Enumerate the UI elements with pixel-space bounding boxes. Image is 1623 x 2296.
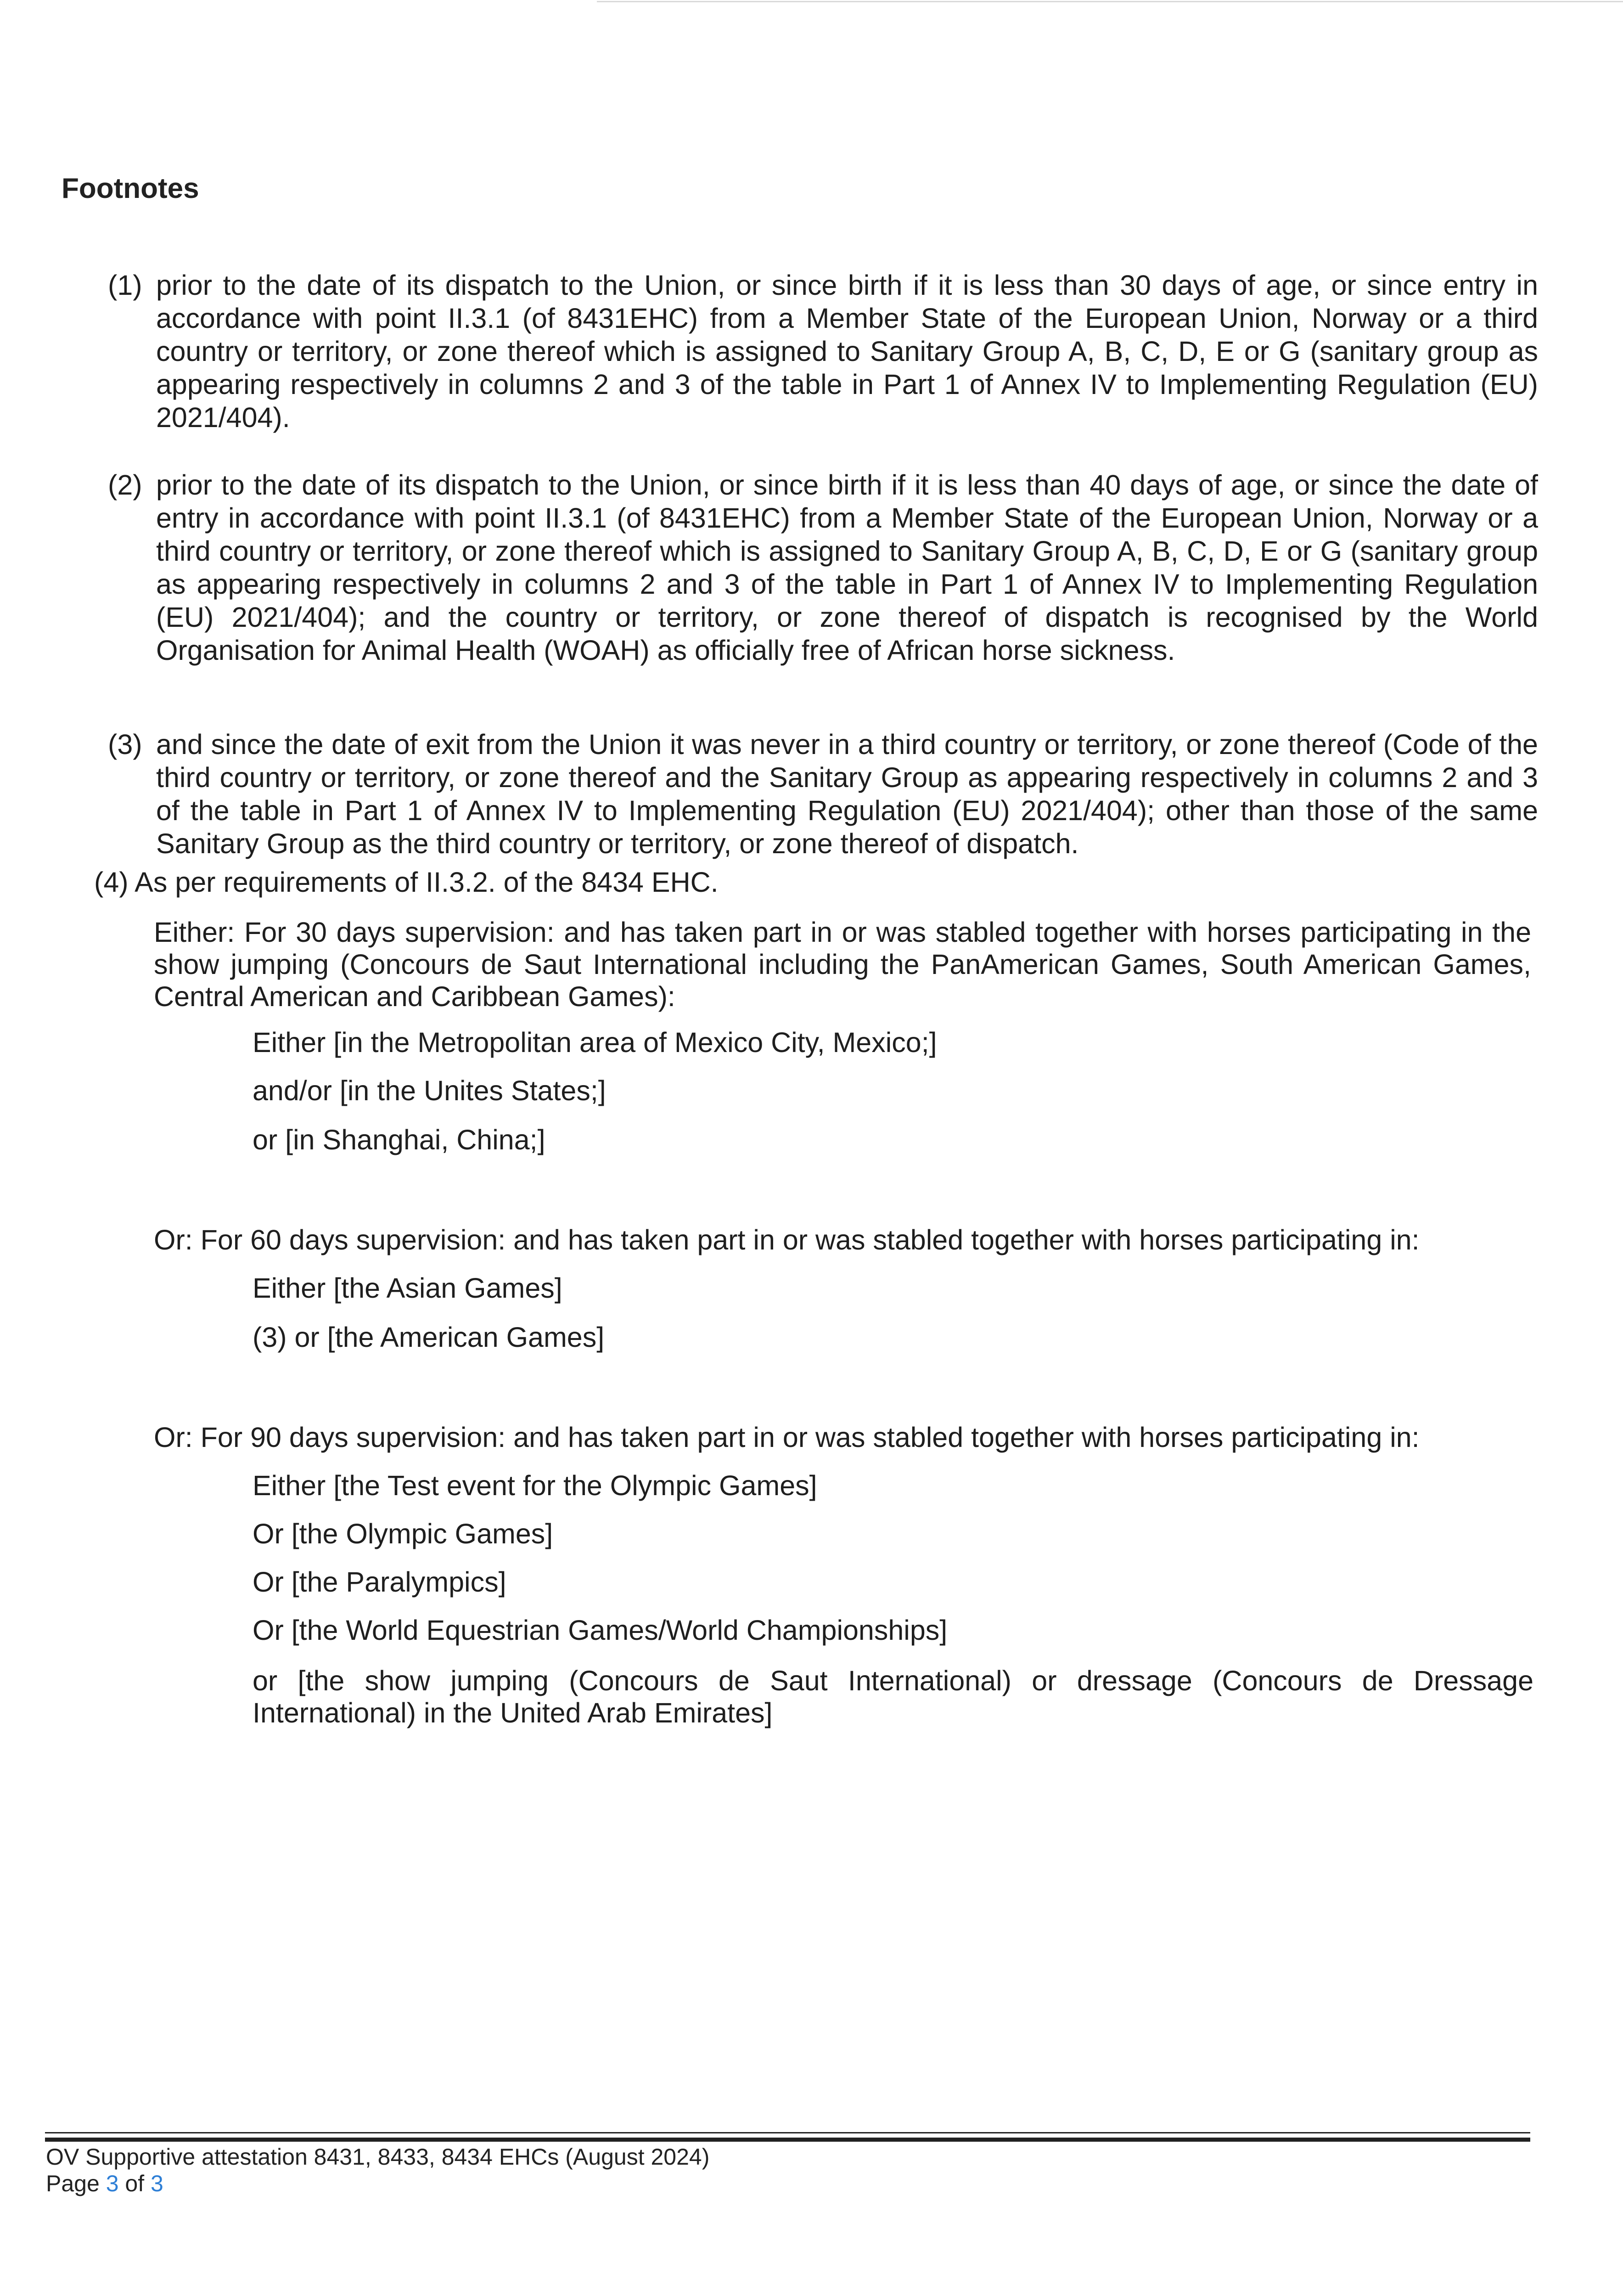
option-olympic-games: Or [the Olympic Games] xyxy=(253,1518,553,1549)
footer-rule xyxy=(45,2132,1530,2133)
supervision-60-days: Or: For 60 days supervision: and has taken part in or was stabled together with horses participating in: xyxy=(154,1224,1420,1255)
page-of: of xyxy=(125,2171,145,2196)
footnote-3 xyxy=(108,728,1538,860)
option-american-games: (3) or [the American Games] xyxy=(253,1322,605,1353)
footnote-1 xyxy=(108,269,1538,434)
supervision-30-days: Either: For 30 days supervision: and has taken part in or was stabled together with horses participating in the show jumping (Concours de Saut International including the PanAmerican Games, South American Games, Central American and Caribbean Games): xyxy=(154,917,1531,1012)
footnote-2 xyxy=(108,468,1538,667)
footer-title: OV Supportive attestation 8431, 8433, 8434 EHCs (August 2024) xyxy=(46,2144,710,2170)
footnote-number: (1) xyxy=(108,270,142,301)
footnote-text: prior to the date of its dispatch to the Union, or since birth if it is less than 30 days of age, or since entry in accordance with point II.3.1 (of 8431EHC) from a Member State of the European Union, Norway or a third country or territory, or zone thereof which is assigned to Sanitary Group A, B, C, D, E or G (sanitary group as appearing respectively in columns 2 and 3 of the table in Part 1 of Annex IV to Implementing Regulation (EU) 2021/404). xyxy=(156,270,1538,433)
page-current-link[interactable]: 3 xyxy=(106,2171,119,2196)
footnote-number: (3) xyxy=(108,729,142,760)
footnote-4-heading: (4) As per requirements of II.3.2. of the 8434 EHC. xyxy=(94,867,719,898)
scan-edge-line xyxy=(597,1,1623,2)
option-united-states: and/or [in the Unites States;] xyxy=(253,1075,606,1106)
option-shanghai: or [in Shanghai, China;] xyxy=(253,1124,545,1155)
page-heading: Footnotes xyxy=(62,173,199,204)
page-prefix: Page xyxy=(46,2171,100,2196)
footer-page-number xyxy=(46,2170,163,2197)
option-world-equestrian-games: Or [the World Equestrian Games/World Championships] xyxy=(253,1615,948,1646)
page-total-link[interactable]: 3 xyxy=(151,2171,163,2196)
option-olympic-test-event: Either [the Test event for the Olympic Games] xyxy=(253,1470,817,1501)
supervision-90-days: Or: For 90 days supervision: and has taken part in or was stabled together with horses participating in: xyxy=(154,1422,1420,1453)
option-uae-show-jumping: or [the show jumping (Concours de Saut International) or dressage (Concours de Dressage International) in the United Arab Emirates] xyxy=(253,1665,1533,1728)
footnote-text: and since the date of exit from the Union it was never in a third country or territory, or zone thereof (Code of the third country or territory, or zone thereof and the Sanitary Group as appearing respectively in columns 2 and 3 of the table in Part 1 of Annex IV to Implementing Regulation (EU) 2021/404); other than those of the same Sanitary Group as the third country or territory, or zone thereof of dispatch. xyxy=(156,729,1538,859)
footnote-number: (2) xyxy=(108,469,142,501)
option-asian-games: Either [the Asian Games] xyxy=(253,1272,562,1304)
footnote-text: prior to the date of its dispatch to the Union, or since birth if it is less than 40 days of age, or since the date of entry in accordance with point II.3.1 (of 8431EHC) from a Member State of the European Union, Norway or a third country or territory, or zone thereof which is assigned to Sanitary Group A, B, C, D, E or G (sanitary group as appearing respectively in columns 2 and 3 of the table in Part 1 of Annex IV to Implementing Regulation (EU) 2021/404); and the country or territory, or zone thereof of dispatch is recognised by the World Organisation for Animal Health (WOAH) as officially free of African horse sickness. xyxy=(156,469,1538,666)
option-mexico: Either [in the Metropolitan area of Mexico City, Mexico;] xyxy=(253,1027,937,1058)
option-paralympics: Or [the Paralympics] xyxy=(253,1566,506,1598)
footer-rule-thick xyxy=(45,2138,1530,2142)
